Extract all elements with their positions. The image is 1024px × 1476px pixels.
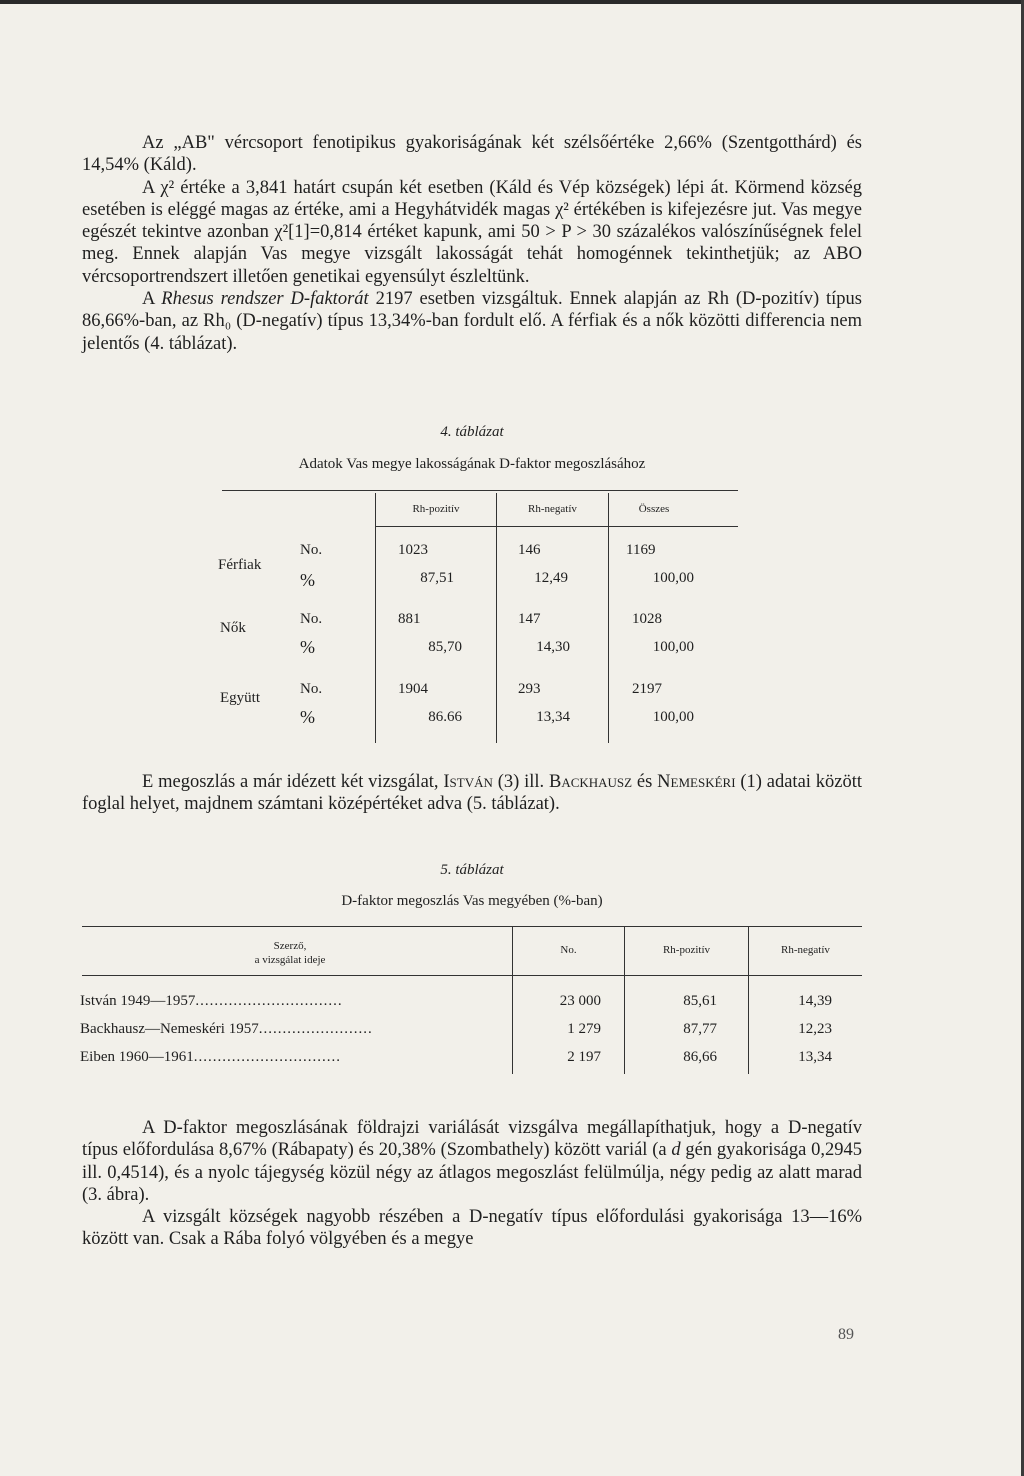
- table5-header-author-1: Szerző,: [273, 940, 307, 952]
- comparison-text-c: és: [632, 772, 658, 792]
- table4-cell: 1169: [626, 542, 656, 558]
- gene-d-italic: d: [671, 1140, 681, 1161]
- table4-no-label: No.: [300, 681, 323, 697]
- table4-cell: 293: [518, 681, 541, 697]
- table4-cell: 100,00: [652, 639, 694, 655]
- table4-cell: 85,70: [428, 639, 462, 655]
- paragraph-geographic-text: [82, 1117, 862, 1206]
- table4-cell: 1028: [632, 611, 662, 627]
- table4-title: Adatok Vas megye lakosságának D-faktor megoszlásához: [298, 456, 646, 472]
- table4-cell: 14,30: [536, 639, 570, 655]
- table4-cell: 1904: [398, 681, 428, 697]
- table5-top-rule: [82, 926, 862, 927]
- table4-cell: 87,51: [420, 570, 454, 586]
- paragraph-comparison: [82, 771, 862, 816]
- paragraph-rhesus: [82, 288, 862, 355]
- table5-dots: ...............................: [193, 1049, 341, 1065]
- table4-pct-label: %: [300, 707, 315, 727]
- table5-cell: 87,77: [683, 1021, 717, 1037]
- table5-author-name: Eiben 1960—1961: [80, 1049, 194, 1065]
- table4-cell: 100,00: [652, 709, 694, 725]
- table5-header-rh-neg: Rh-negatív: [781, 944, 830, 956]
- table5-cell: 85,61: [683, 993, 717, 1009]
- table4-group-egyutt: Együtt: [220, 690, 260, 706]
- table5-cell: 2 197: [567, 1049, 601, 1065]
- table5-cell: 14,39: [798, 993, 832, 1009]
- table4-number: 4. táblázat: [440, 424, 504, 440]
- table5-cell: 12,23: [798, 1021, 832, 1037]
- table4-no-label: No.: [300, 542, 323, 558]
- page-top-edge: [0, 0, 1024, 4]
- table5-cell: 86,66: [683, 1049, 717, 1065]
- table5-cell: 13,34: [798, 1049, 832, 1065]
- comparison-text-d: (1) adatai között foglal helyet, majdnem számtani középértéket adva (5. táblázat).: [82, 772, 862, 815]
- table5-dots: ...............................: [195, 993, 343, 1009]
- rhesus-italic: Rhesus rendszer D-faktorát: [161, 289, 369, 310]
- table4-top-rule: [222, 490, 738, 491]
- table4-cell: 12,49: [534, 570, 568, 586]
- geographic-text-a: A D-faktor megoszlásának földrajzi variálását vizsgálva megállapíthatjuk, hogy a D-negatív típus előfordulása 8,67% (Rábapaty) és 20,38% (Szombathely) között variál (a: [82, 1118, 862, 1161]
- table5-dots: ........................: [258, 1021, 373, 1037]
- paragraph-abo-rh: [82, 132, 862, 355]
- table5-title: D-faktor megoszlás Vas megyében (%-ban): [341, 893, 603, 909]
- table5-cell: 1 279: [567, 1021, 601, 1037]
- table4-cell: 86.66: [428, 709, 462, 725]
- table4-header-rh-pos: Rh-pozitív: [412, 503, 460, 515]
- table5-header-no: No.: [560, 944, 577, 956]
- table4-header-total: Összes: [638, 503, 670, 515]
- comparison-text-b: (3) ill.: [492, 772, 549, 792]
- table4-group-ferfiak: Férfiak: [218, 557, 262, 573]
- paragraph-comparison-text: [82, 771, 862, 816]
- table4-cell: 100,00: [652, 570, 694, 586]
- geographic-text-b: gén gyakorisága 0,2945 ill. 0,4514), és a nyolc tájegység közül négy az átlagos megoszlást felülmúlja, négy pedig az alatt marad (3. ábra).: [82, 1140, 862, 1205]
- table4-cell: 2197: [632, 681, 662, 697]
- table5-number: 5. táblázat: [440, 862, 504, 878]
- table5-cell: 23 000: [559, 993, 601, 1009]
- table4-cell: 147: [518, 611, 541, 627]
- table4-group-nok: Nők: [220, 620, 246, 636]
- rhesus-text-b: 2197 esetben vizsgáltuk. Ennek alapján az Rh (D-pozitív) típus 86,66%-ban, az Rh₀ (D-negatív) típus 13,34%-ban fordult elő. A férfiak és a nők közötti differencia nem jelentős (4. táblázat).: [82, 289, 863, 354]
- table5-author: [80, 1021, 373, 1038]
- table4-vline-2: [496, 493, 497, 743]
- page-number: 89: [838, 1326, 854, 1343]
- table4-vline-1: [375, 493, 376, 743]
- table5-author: [80, 993, 343, 1010]
- author-istvan: István: [443, 772, 493, 792]
- comparison-text-a: E megoszlás a már idézett két vizsgálat,: [142, 772, 444, 792]
- table5-author-name: Backhausz—Nemeskéri 1957: [80, 1021, 259, 1037]
- table4-header-rule: [375, 526, 738, 527]
- table4-no-label: No.: [300, 611, 323, 627]
- table4-cell: 13,34: [536, 709, 570, 725]
- table4-cell: 1023: [398, 542, 428, 558]
- paragraph-village-text: A vizsgált községek nagyobb részében a D-negatív típus előfordulási gyakorisága 13—16% között van. Csak a Rába folyó völgyében és a megye: [82, 1207, 862, 1250]
- table5-header-author-2: a vizsgálat ideje: [254, 954, 326, 966]
- table4-header-rh-neg: Rh-negatív: [528, 503, 577, 515]
- paragraph-chi-square: A χ² értéke a 3,841 határt csupán két esetben (Káld és Vép községek) lépi át. Körmend község esetében is eléggé magas az értéke, ami a Hegyhátvidék magas χ² értékében is kifejezésre jut. Vas megye egészét tekintve azonban χ²[1]=0,814 értéket kapunk, ami 50 > P > 30 százalékos valószínűségnek felel meg. Ennek alapján Vas megye vizsgált lakosságát tehát homogénnek tekinthetjük; az ABO vércsoportrendszert illetően genetikai egyensúlyt észleltünk.: [82, 177, 862, 287]
- table5-header-rh-pos: Rh-pozitív: [662, 944, 711, 956]
- table4-pct-label: %: [300, 637, 315, 657]
- table4-cell: 146: [518, 542, 541, 558]
- paragraph-geographic: [82, 1117, 862, 1251]
- table5-header-rule: [82, 975, 862, 976]
- table4-cell: 881: [398, 611, 421, 627]
- table5-author-name: István 1949—1957: [80, 993, 196, 1009]
- author-nemeskeri: Nemeskéri: [657, 772, 736, 792]
- author-backhausz: Backhausz: [548, 772, 633, 792]
- table4-vline-3: [608, 493, 609, 743]
- table4-pct-label: %: [300, 570, 315, 590]
- paragraph-line-ab: Az „AB" vércsoport fenotipikus gyakoriságának két szélsőértéke 2,66% (Szentgotthárd) és 14,54% (Káld).: [82, 133, 862, 176]
- table5-author: [80, 1049, 341, 1066]
- rhesus-text-a: A: [142, 289, 162, 310]
